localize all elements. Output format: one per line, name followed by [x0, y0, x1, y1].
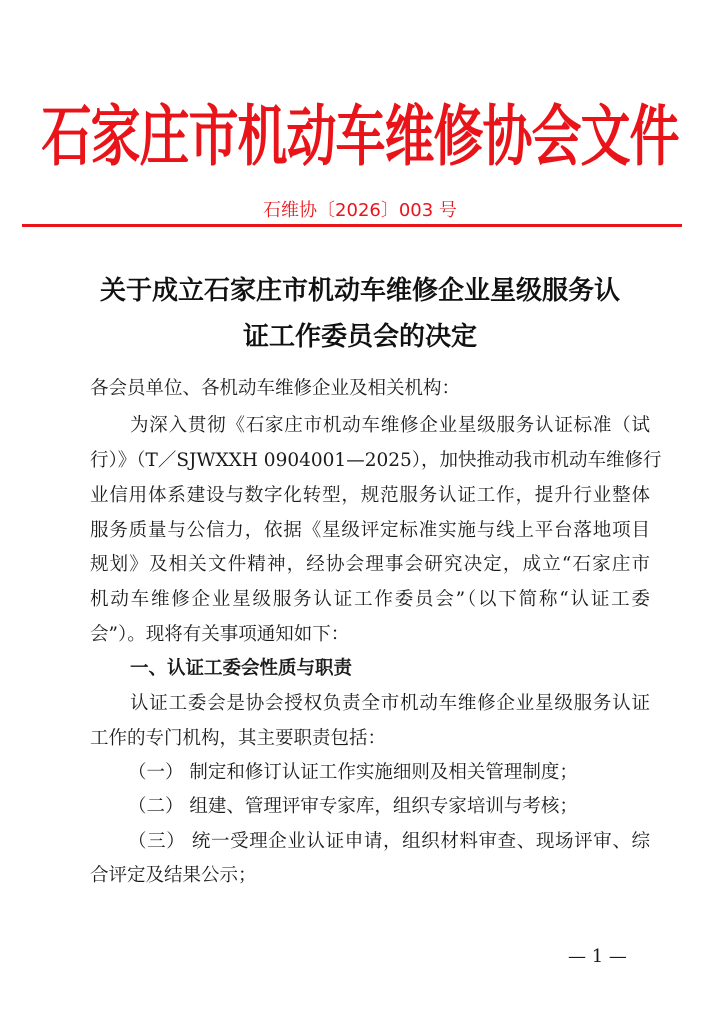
document-title-line-2: 证工作委员会的决定: [242, 322, 477, 352]
duty-item: （一） 制定和修订认证工作实施细则及相关管理制度；: [128, 762, 578, 783]
paragraph-line: 工作的专门机构，其主要职责包括：: [90, 728, 387, 749]
org-header-title: 石家庄市机动车维修协会文件: [41, 98, 679, 176]
header-divider: [22, 224, 682, 227]
paragraph-line: 服务质量与公信力，依据《星级评定标准实施与线上平台落地项目: [90, 520, 650, 541]
paragraph-line: 规划》及相关文件精神，经协会理事会研究决定，成立“石家庄市: [90, 554, 650, 575]
duty-item-continued: 合评定及结果公示；: [90, 865, 257, 886]
document-number: 石维协〔2026〕003 号: [263, 200, 457, 221]
paragraph-line: 业信用体系建设与数字化转型，规范服务认证工作，提升行业整体: [90, 485, 650, 506]
paragraph-line: 机动车维修企业星级服务认证工作委员会”（以下简称“认证工委: [90, 589, 650, 610]
document-title-line-1: 关于成立石家庄市机动车维修企业星级服务认: [99, 276, 620, 306]
salutation: 各会员单位、各机动车维修企业及相关机构：: [90, 378, 461, 399]
section-heading: 一、认证工委会性质与职责: [130, 658, 353, 679]
duty-item: （二） 组建、管理评审专家库，组织专家培训与考核；: [128, 796, 578, 817]
paragraph-line: 为深入贯彻《石家庄市机动车维修企业星级服务认证标准（试: [130, 415, 650, 436]
page-number: — 1 —: [568, 946, 627, 967]
paragraph-line: 会”）。现将有关事项通知如下：: [90, 624, 350, 645]
paragraph-line: 行）》（T／SJWXXH 0904001—2025），加快推动我市机动车维修行: [90, 450, 662, 471]
duty-item: （三） 统一受理企业认证申请，组织材料审查、现场评审、综: [128, 831, 650, 852]
paragraph-line: 认证工委会是协会授权负责全市机动车维修企业星级服务认证: [130, 693, 650, 714]
